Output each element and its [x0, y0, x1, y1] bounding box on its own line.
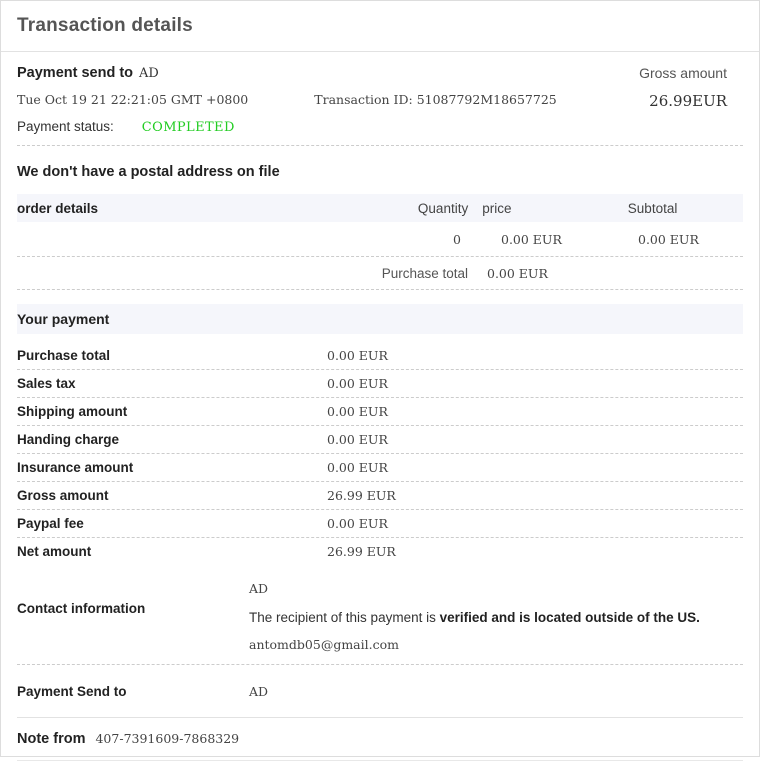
your-payment-title: Your payment [17, 311, 110, 327]
fee-row [17, 398, 743, 426]
fee-label: Gross amount [17, 488, 109, 503]
fee-label: Net amount [17, 544, 92, 559]
gross-amount-value: 26.99EUR [649, 92, 727, 110]
transaction-id-label: Transaction ID: [314, 92, 413, 107]
contact-email[interactable]: antomdb05@gmail.com [249, 637, 399, 652]
page-title: Transaction details [17, 15, 193, 36]
transaction-date: Tue Oct 19 21 22:21:05 GMT +0800 [17, 92, 249, 107]
note-block [17, 718, 743, 761]
purchase-total-value: 0.00 EUR [487, 265, 548, 281]
your-payment-band [17, 304, 743, 334]
fee-row [17, 482, 743, 510]
transaction-date-row [17, 92, 743, 107]
fee-value: 26.99 EUR [327, 488, 396, 503]
recipient-name: AD [139, 66, 159, 81]
fee-row [17, 426, 743, 454]
purchase-total-label: Purchase total [381, 265, 468, 281]
fee-row [17, 370, 743, 398]
payment-send-to-value: AD [249, 683, 269, 699]
page-header [1, 1, 759, 52]
fee-value: 0.00 EUR [327, 432, 388, 447]
fee-label: Insurance amount [17, 460, 134, 475]
note-from-label: Note from [17, 731, 86, 747]
verified-prefix: The recipient of this payment is [249, 610, 440, 625]
contact-name: AD [249, 581, 269, 596]
fee-row [17, 538, 743, 565]
fee-value: 26.99 EUR [327, 544, 396, 559]
fee-value: 0.00 EUR [327, 460, 388, 475]
gross-amount-box [639, 65, 727, 110]
payment-send-to-label: Payment send to [17, 65, 134, 81]
fee-row [17, 342, 743, 370]
fee-value: 0.00 EUR [327, 404, 388, 419]
fee-label: Shipping amount [17, 404, 128, 419]
transaction-id-value: 51087792M18657725 [416, 92, 557, 107]
payment-summary [17, 52, 743, 146]
contact-information-block [17, 565, 743, 665]
fee-label: Sales tax [17, 376, 76, 391]
order-details-header: order details [17, 200, 99, 216]
price-header: price [482, 200, 512, 216]
purchase-total-row [17, 257, 743, 290]
payment-summary-section [1, 52, 759, 761]
payment-status-row [17, 119, 743, 135]
payment-send-to-label-2: Payment Send to [17, 683, 127, 699]
quantity-header: Quantity [417, 200, 469, 216]
fee-label: Purchase total [17, 348, 111, 363]
gross-amount-label: Gross amount [639, 65, 727, 81]
payment-send-to-line [17, 65, 743, 81]
fee-value: 0.00 EUR [327, 376, 388, 391]
contact-information-body [249, 581, 743, 652]
fee-label: Handing charge [17, 432, 120, 447]
subtotal-header: Subtotal [627, 200, 678, 216]
note-from-value: 407-7391609-7868329 [95, 731, 240, 746]
quantity-cell: 0 [453, 231, 461, 247]
fee-row [17, 510, 743, 538]
payment-status-label: Payment status: [17, 119, 114, 134]
status-badge: COMPLETED [141, 120, 235, 135]
verified-emphasis: verified and is located outside of the US. [439, 610, 700, 625]
contact-information-label: Contact information [17, 601, 146, 616]
fee-row [17, 454, 743, 482]
order-table-header [17, 194, 743, 222]
price-cell: 0.00 EUR [501, 231, 562, 247]
fee-label: Paypal fee [17, 516, 84, 531]
verified-statement [249, 610, 743, 625]
subtotal-cell: 0.00 EUR [638, 231, 699, 247]
postal-address-note: We don't have a postal address on file [17, 164, 280, 180]
table-row [17, 222, 743, 257]
fee-value: 0.00 EUR [327, 348, 388, 363]
payment-send-to-block [17, 665, 743, 718]
fee-value: 0.00 EUR [327, 516, 388, 531]
